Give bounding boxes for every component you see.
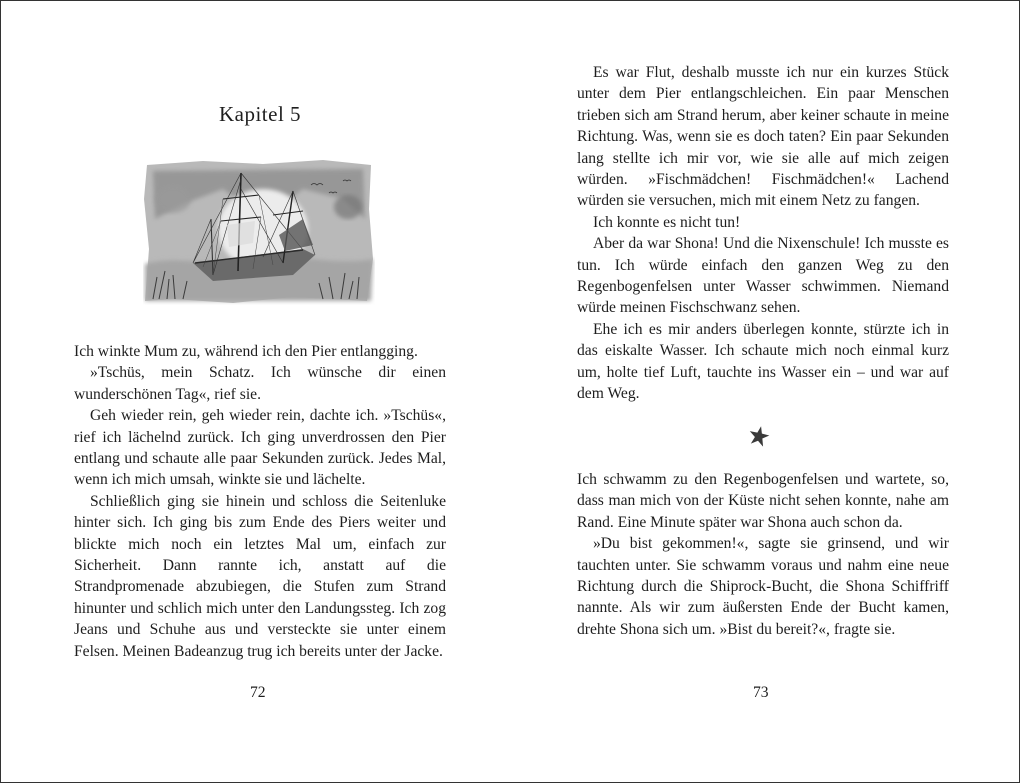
paragraph: Es war Flut, deshalb musste ich nur ein kurzes Stück unter dem Pier entlangschleichen. Ein paar Menschen trieben sich am Strand herum, aber keiner schaute in meine Richtung. Was, wenn sie es doch taten? Ein paar Sekunden lang stellte ich mir vor, wie sie alle auf mich zeigen würden. »Fischmädchen! Fischmädchen!« Lachend würden sie versuchen, mich mit einem Netz zu fangen. [577,64,949,210]
left-page [1,1,511,782]
paragraph: Ich konnte es nicht tun! [593,213,741,231]
page-number: 72 [250,684,266,701]
right-page-text-top [577,62,949,405]
page-number: 73 [753,684,769,701]
chapter-title: Kapitel 5 [218,102,302,126]
right-page [511,1,1019,782]
paragraph: Ich winkte Mum zu, während ich den Pier entlangging. [74,343,418,360]
ship-illustration [143,159,375,305]
paragraph: »Du bist gekommen!«, sagte sie grinsend, und wir tauchten unter. Sie schwamm voraus und nahm eine neue Richtung durch die Shiprock-Bucht, die Shona Schiffriff nannte. Als wir zum äußersten Ende der Bucht kamen, drehte Shona sich um. »Bist du bereit?«, fragte sie. [577,535,949,638]
starfish-icon [747,424,771,448]
right-page-text-bottom [577,469,949,640]
paragraph: Ich schwamm zu den Regenbogenfelsen und wartete, so, dass man mich von der Küste nicht sehen konnte, nahe am Rand. Eine Minute später war Shona auch schon da. [577,471,949,531]
paragraph: »Tschüs, mein Schatz. Ich wünsche dir einen wunderschönen Tag«, rief sie. [74,364,446,403]
paragraph: Schließlich ging sie hinein und schloss die Seitenluke hinter sich. Ich ging bis zum Ende des Piers weiter und blickte mich noch ein letztes Mal um, einfach zur Sicherheit. Dann rannte ich, anstatt auf die Strandpromenade abzubiegen, die Stufen zum Strand hinunter und schlich mich unter den Landungssteg. Ich zog Jeans und Schuhe aus und versteckte sie unter einem Felsen. Meinen Badeanzug trug ich bereits unter der Jacke. [74,492,446,660]
left-page-text [74,341,446,662]
paragraph: Aber da war Shona! Und die Nixenschule! Ich musste es tun. Ich würde einfach den ganzen Weg zu den Regenbogenfelsen unter Wasser schwimmen. Niemand würde meinen Fischschwanz sehen. [577,235,949,317]
paragraph: Geh wieder rein, geh wieder rein, dachte ich. »Tschüs«, rief ich lächelnd zurück. Ich ging unverdrossen den Pier entlang und schaute alle paar Sekunden zurück. Jedes Mal, wenn ich mich umsah, winkte sie und lächelte. [74,407,446,489]
paragraph: Ehe ich es mir anders überlegen konnte, stürzte ich in das eiskalte Wasser. Ich schaute mich noch einmal kurz um, holte tief Luft, tauchte ins Wasser ein – und war auf dem Weg. [577,320,949,403]
